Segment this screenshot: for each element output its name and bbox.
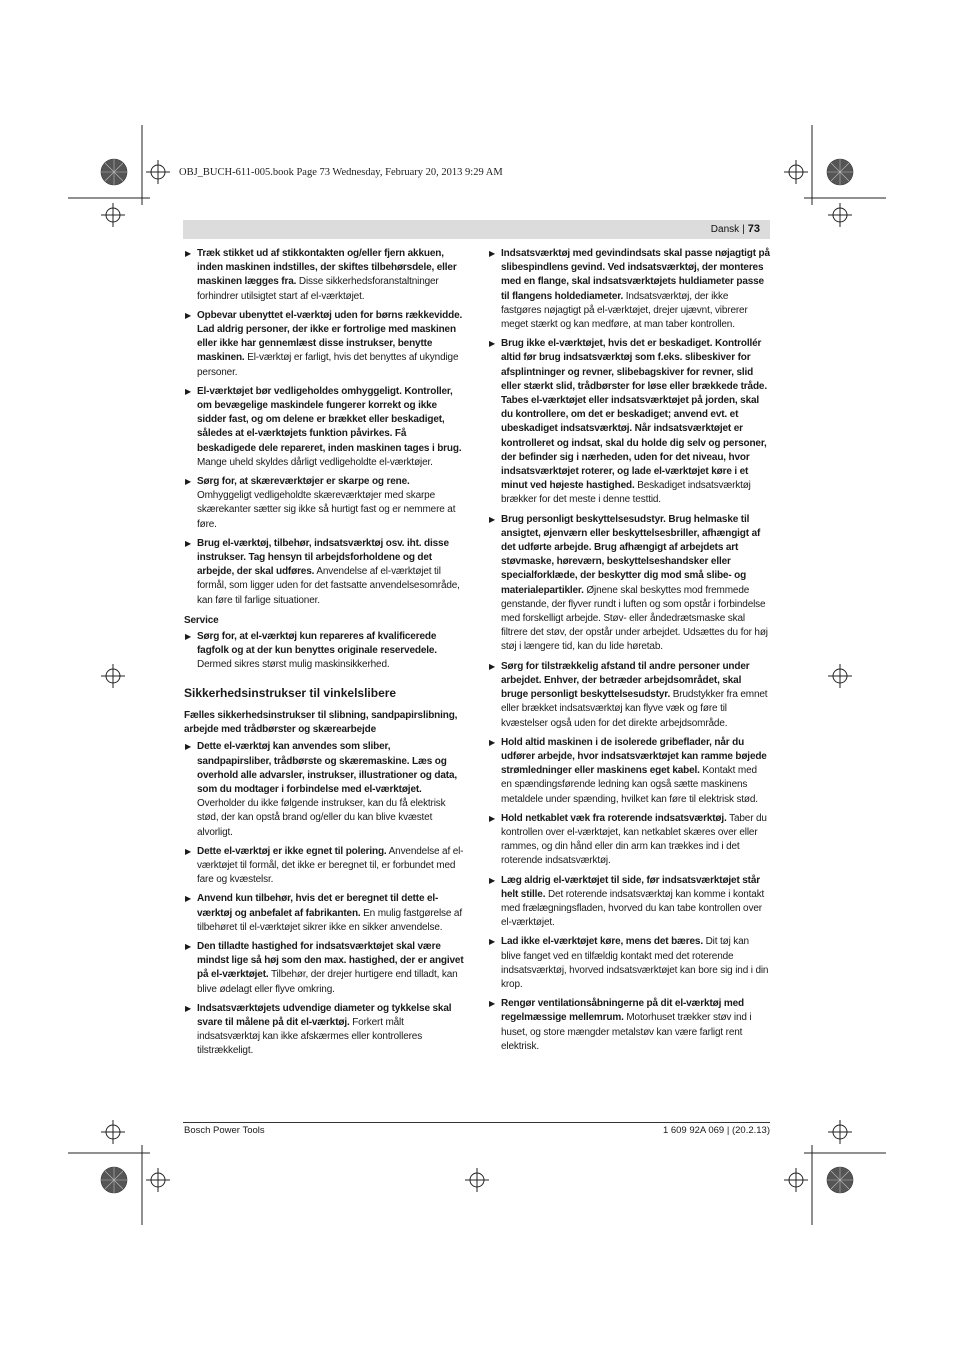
- list-item: [184, 309, 466, 380]
- item-body-text: Kontakt med en spændingsførende ledning kan også sætte maskinens metaldele under spænding, hvilket kan føre til elektrisk stød.: [501, 765, 758, 805]
- item-body-text: Indsatsværktøj, der ikke fastgøres nøjagtigt på el-værktøjet, drejer ujævnt, vibrerer meget stærkt og kan medføre, at man taber kontrollen.: [501, 290, 748, 331]
- footer-doc-number: 1 609 92A 069 | (20.2.13): [662, 1125, 770, 1136]
- item-body-text: Dit tøj kan blive fanget ved en tilfældig kontakt med det roterende indsatsværktøj, hvorved indsatsværktøjet kan bore sig ind i din krop.: [501, 936, 769, 990]
- list-item: [184, 247, 466, 304]
- bullet-triangle-icon: ▶: [489, 813, 496, 823]
- item-bold-text: Dette el-værktøj er ikke egnet til polering.: [197, 845, 387, 857]
- bullet-triangle-icon: ▶: [489, 999, 496, 1009]
- item-body-text: Tilbehør, der drejer hurtigere end tilladt, kan blive ødelagt eller flyve omkring.: [197, 969, 458, 995]
- list-item: [184, 1002, 466, 1059]
- print-info-line: OBJ_BUCH-611-005.book Page 73 Wednesday, February 20, 2013 9:29 AM: [179, 167, 503, 178]
- bullet-triangle-icon: ▶: [185, 249, 192, 258]
- bullet-triangle-icon: ▶: [185, 477, 192, 487]
- item-body-text: Omhyggeligt vedligeholdte skæreværktøjer med skarpe skærekanter sætter sig ikke så hurtigt fast og er nemmere at føre.: [197, 490, 456, 530]
- item-bold-text: Træk stikket ud af stikkontakten og/eller fjern akkuen, inden maskinen indstilles, der skiftes tilbehørsdele, eller maskinen lægges fra.: [197, 248, 457, 288]
- list-item: [488, 247, 770, 332]
- list-item: [488, 736, 770, 807]
- bullet-triangle-icon: ▶: [185, 386, 192, 396]
- section-title: Sikkerhedsinstrukser til vinkelslibere: [184, 685, 397, 700]
- bullet-triangle-icon: ▶: [489, 937, 496, 947]
- item-body-text: Dermed sikres størst mulig maskinsikkerhed.: [197, 659, 390, 671]
- item-body-text: Øjnene skal beskyttes mod fremmede genstande, der flyver rundt i luften og som opstår i forbindelse med forskelligt arbejde. Støv- eller åndedrætsmaske skal filtrere det støv, der opstår under arbejdet. Udsættes du for høj støj i længere tid, kan du lide høretab.: [501, 584, 768, 653]
- item-bold-text: Brug personligt beskyttelsesudstyr. Brug helmaske til ansigtet, øjenværn eller beskyttelsesbriller, afhængigt af det udførte arbejde. Brug afhængigt af arbejdets art støvmaske, høreværn, beskyttelseshandsker eller specialforklæde, der beskytter dig mod små slibe- og materialepartikler.: [501, 513, 761, 596]
- item-bold-text: Hold altid maskinen i de isolerede gribeflader, når du udfører arbejde, hvor indsatsværktøjet kan ramme bøjede strømledninger eller maskinens eget kabel.: [501, 736, 767, 777]
- list-item: [488, 997, 770, 1054]
- item-bold-text: Dette el-værktøj kan anvendes som sliber, sandpapirsliber, trådbørste og skæremaskine. Læs og overhold alle advarsler, instrukser, illustrationer og data, som du modtager i forbindelse med el-værktøjet.: [197, 741, 457, 795]
- bullet-triangle-icon: ▶: [489, 339, 496, 349]
- item-body-text: Anvendelse af el-værktøjet til formål, som ligger uden for det fastsatte anvendelsesområde, kan føre til farlige situationer.: [197, 566, 460, 606]
- list-item: [488, 812, 770, 869]
- right-column: [488, 247, 770, 1059]
- bullet-triangle-icon: ▶: [185, 742, 192, 752]
- item-body-text: Mange uheld skyldes dårligt vedligeholdte el-værktøjer.: [197, 456, 433, 468]
- item-body-text: Taber du kontrollen over el-værktøjet, kan netkablet skæres over eller rammes, og din hånd eller din arm kan trækkes ind i det roterende indsatsværktøj.: [501, 812, 767, 867]
- header-page-number: 73: [747, 223, 760, 235]
- bullet-triangle-icon: ▶: [489, 514, 496, 524]
- item-bold-text: Den tilladte hastighed for indsatsværktøjet skal være mindst lige så høj som den max. hastighed, der er angivet på el-værktøjet.: [197, 940, 464, 981]
- bullet-triangle-icon: ▶: [489, 737, 496, 747]
- item-bold-text: Sørg for, at skæreværktøjer er skarpe og rene.: [197, 476, 410, 488]
- item-bold-text: Rengør ventilationsåbningerne på dit el-værktøj med regelmæssige mellemrum.: [501, 998, 744, 1024]
- list-item: [488, 337, 770, 507]
- list-item: [184, 845, 466, 888]
- list-items-b: [184, 630, 466, 673]
- list-item: [184, 740, 466, 839]
- page-header: [183, 220, 770, 239]
- item-bold-text: Brug el-værktøj, tilbehør, indsatsværktøj osv. iht. disse instrukser. Tag hensyn til arbejdsforholdene og det arbejde, der skal udføres.: [197, 537, 449, 578]
- item-bold-text: El-værktøjet bør vedligeholdes omhyggeligt. Kontroller, om bevægelige maskindele fungerer korrekt og ikke sidder fast, og om delene er brækket eller beskadiget, således at el-værktøjets funktion påvirkes. Få beskadigede dele repareret, inden maskinen tages i brug.: [197, 385, 462, 454]
- list-item: [488, 660, 770, 731]
- bullet-triangle-icon: ▶: [185, 941, 192, 951]
- list-items-right: [488, 247, 770, 1054]
- item-bold-text: Læg aldrig el-værktøjet til side, før indsatsværktøjet står helt stille.: [501, 874, 760, 900]
- item-body-text: Overholder du ikke følgende instrukser, kan du få elektrisk stød, der kan opstå brand og/eller du kan blive kvæstet alvorligt.: [197, 798, 446, 838]
- section-intro: Fælles sikkerhedsinstrukser til slibning, sandpapirslibning, arbejde med trådbørster og skærearbejde: [184, 709, 458, 736]
- service-heading: Service: [184, 614, 219, 626]
- item-body-text: Motorhuset trækker støv ind i huset, og store mængder metalstøv kan være farligt rent elektrisk.: [501, 1012, 752, 1052]
- item-bold-text: Sørg for, at el-værktøj kun repareres af kvalificerede fagfolk og at der kun benyttes originale reservedele.: [197, 631, 437, 657]
- item-bold-text: Hold netkablet væk fra roterende indsatsværktøj.: [501, 812, 727, 824]
- item-bold-text: Sørg for tilstrækkelig afstand til andre personer under arbejdet. Enhver, der betræder arbejdsområdet, skal bruge personligt beskyttelsesudstyr.: [501, 660, 750, 701]
- bullet-triangle-icon: ▶: [185, 846, 192, 856]
- list-items-a: [184, 247, 466, 608]
- list-item: [184, 630, 466, 673]
- header-page-label: Dansk | 73: [710, 223, 760, 235]
- list-item: [488, 874, 770, 931]
- item-body-text: Forkert målt indsatsværktøj kan ikke afskærmes eller kontrolleres tilstrækkeligt.: [197, 1016, 423, 1057]
- item-body-text: El-værktøj er farligt, hvis det benyttes af ukyndige personer.: [197, 352, 459, 378]
- item-bold-text: Anvend kun tilbehør, hvis det er beregnet til dette el-værktøj og anbefalet af fabrikanten.: [197, 893, 439, 919]
- bullet-triangle-icon: ▶: [185, 1003, 192, 1013]
- footer-brand: Bosch Power Tools: [184, 1125, 265, 1136]
- bullet-triangle-icon: ▶: [489, 661, 496, 671]
- item-bold-text: Indsatsværktøj med gevindindsats skal passe nøjagtigt på slibespindlens gevind. Ved indsatsværktøj, der monteres med en flange, skal indsatsværktøjets huldiameter passe til flangens holdediameter.: [501, 248, 770, 302]
- list-item: [184, 537, 466, 608]
- item-body-text: Anvendelse af el-værktøjet til formål, det ikke er beregnet til, er forbundet med fare og kvæstelsr.: [197, 845, 464, 886]
- header-language: Dansk: [710, 224, 740, 235]
- item-body-text: Det roterende indsatsværktøj kan komme i kontakt med frælægningsfladen, hvorved du kan tabe kontrollen over el-værktøjet.: [501, 888, 765, 929]
- bullet-triangle-icon: ▶: [185, 894, 192, 904]
- list-item: [184, 892, 466, 935]
- list-items-c: [184, 740, 466, 1058]
- item-body-text: Brudstykker fra emnet eller brækket indsatsværktøj kan flyve væk og føre til kvæstelser også uden for det direkte arbejdsområde.: [501, 689, 768, 729]
- item-body-text: En mulig fastgørelse af tilbehøret til el-værktøjet sikrer ikke en sikker anvendelse.: [197, 907, 462, 933]
- list-item: [184, 385, 466, 470]
- bullet-triangle-icon: ▶: [185, 310, 192, 320]
- list-item: [184, 940, 466, 997]
- item-bold-text: Lad ikke el-værktøjet køre, mens det bæres.: [501, 936, 703, 948]
- left-column: [184, 247, 466, 1064]
- list-item: [184, 475, 466, 532]
- item-body-text: Disse sikkerhedsforanstaltninger forhindrer utilsigtet start af el-værktøjet.: [197, 276, 439, 302]
- list-item: [488, 513, 770, 655]
- item-bold-text: Brug ikke el-værktøjet, hvis det er beskadiget. Kontrollér altid før brug indsatsværktøj som f.eks. slibeskiver for afsplintninger og revner, slibebagskiver for revner, slid eller stærkt slid, trådbørster for løse eller brækkede tråde. Tabes el-værktøjet eller indsatsværktøjet på jorden, skal du kontrollere, om det er beskadiget; anvend evt. et ubeskadiget indsatsværktøj. Når indsatsværktøjet er kontrolleret og indsat, skal du holde dig selv og personer, der befinder sig i nærheden, uden for det niveau, hvor indsatsværktøjet roterer, og lade el-værktøjet køre i et minut ved højeste hastighed.: [501, 338, 767, 492]
- item-bold-text: Indsatsværktøjets udvendige diameter og tykkelse skal svare til målene på dit el-værktøj.: [197, 1002, 452, 1028]
- item-bold-text: Opbevar ubenyttet el-værktøj uden for børns rækkevidde. Lad aldrig personer, der ikke er fortrolige med maskinen eller ikke har gennemlæst disse instrukser, benytte maskinen.: [197, 309, 463, 364]
- bullet-triangle-icon: ▶: [185, 632, 192, 642]
- item-body-text: Beskadiget indsatsværktøj brækker for det meste i denne testtid.: [501, 480, 751, 506]
- bullet-triangle-icon: ▶: [185, 538, 192, 548]
- footer-rule: [183, 1122, 770, 1123]
- list-item: [488, 935, 770, 992]
- bullet-triangle-icon: ▶: [489, 875, 496, 885]
- bullet-triangle-icon: ▶: [489, 249, 496, 258]
